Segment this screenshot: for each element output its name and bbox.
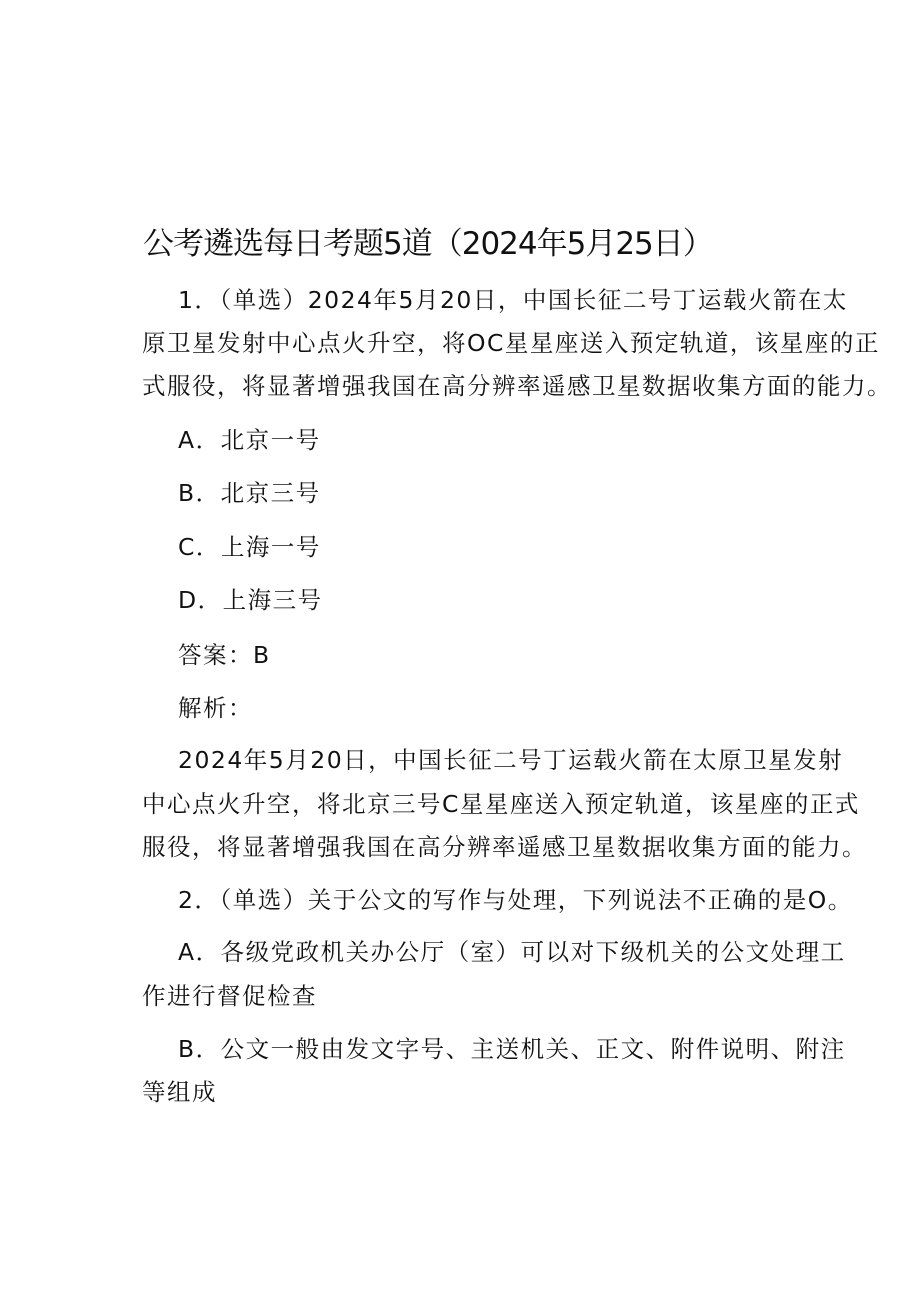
q1-answer: 答案：B xyxy=(178,641,271,669)
q2-option-a-line-2: 作进行督促检查 xyxy=(142,982,317,1010)
q1-analysis-line-1: 2024年5月20日，中国长征二号丁运载火箭在太原卫星发射 xyxy=(178,746,844,774)
q1-analysis-line-2: 中心点火升空，将北京三号C星星座送入预定轨道，该星座的正式 xyxy=(142,790,860,818)
q1-analysis-line-3: 服役，将显著增强我国在高分辨率遥感卫星数据收集方面的能力。 xyxy=(142,833,867,861)
q2-stem: 2．（单选）关于公文的写作与处理，下列说法不正确的是O。 xyxy=(178,886,853,914)
q1-analysis-label: 解析： xyxy=(178,694,253,722)
q2-option-b-line-2: 等组成 xyxy=(142,1078,217,1106)
q1-option-d: D．上海三号 xyxy=(178,586,323,614)
q2-option-b-line-1: B．公文一般由发文字号、主送机关、正文、附件说明、附注 xyxy=(178,1035,846,1063)
document-title: 公考遴选每日考题5道（2024年5月25日） xyxy=(143,226,713,262)
q1-option-a: A．北京一号 xyxy=(178,426,321,454)
q2-option-a-line-1: A．各级党政机关办公厅（室）可以对下级机关的公文处理工 xyxy=(178,938,846,966)
q1-option-c: C．上海一号 xyxy=(178,533,321,561)
q1-stem-line-2: 原卫星发射中心点火升空，将OC星星座送入预定轨道，该星座的正 xyxy=(142,329,880,357)
q1-stem-line-1: 1．（单选）2024年5月20日，中国长征二号丁运载火箭在太 xyxy=(178,286,848,314)
q1-stem-line-3: 式服役，将显著增强我国在高分辨率遥感卫星数据收集方面的能力。 xyxy=(142,372,892,400)
q1-option-b: B．北京三号 xyxy=(178,479,321,507)
